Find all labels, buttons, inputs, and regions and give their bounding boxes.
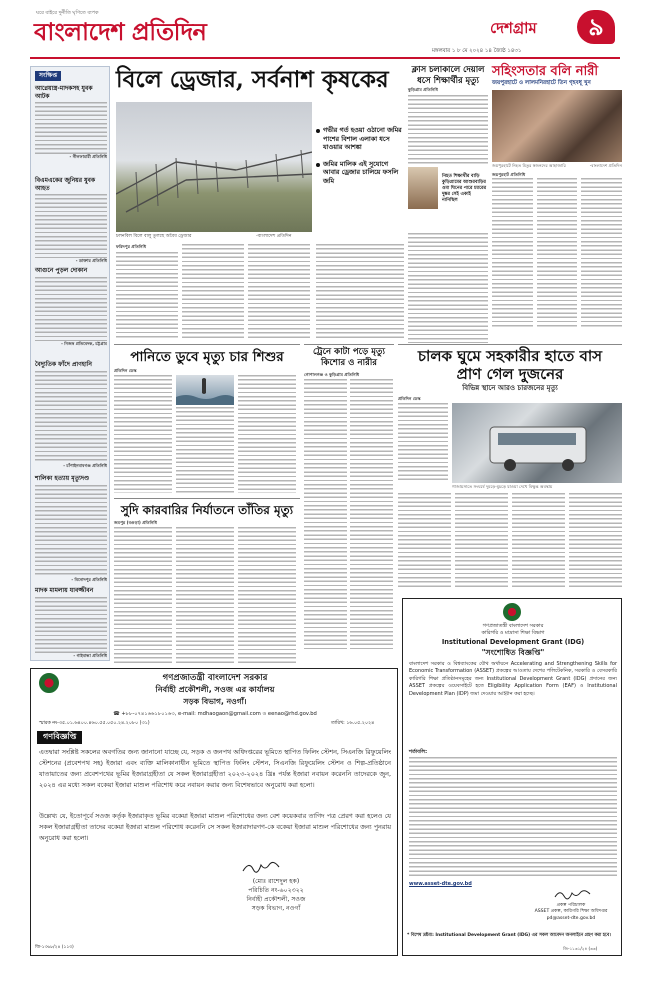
brief-body xyxy=(35,102,107,154)
story2-pullquote: নিহত শিক্ষার্থীর বাড়ি কুড়িগ্রামের আশুরবাড়ির ওমা ঘিনের পারে চ্যারের দুষ্কর সেই একাই নানিছিল xyxy=(442,174,487,203)
brief-title: আগ্নেয়াস্ত্র-মাদকসহ যুবক আটক xyxy=(35,85,93,100)
brief-byline: - গাইবান্ধা প্রতিনিধি xyxy=(73,652,107,658)
notice-memo: স্মারক নং-৩৫.০১.৬৪০০.৪৬০.৫৫.০৫০.২৪.২০৮০ (৩১) xyxy=(39,721,150,726)
drowning-illustration xyxy=(176,375,234,405)
story7-col-2 xyxy=(176,527,234,663)
idg-project: Institutional Development Grant (IDG) xyxy=(441,638,585,646)
lead-story xyxy=(114,64,404,340)
story3-caption-row xyxy=(492,163,622,169)
story5-byline: গোপালগঞ্জ ও কুড়িগ্রাম প্রতিনিধি xyxy=(304,371,360,377)
signature-illustration xyxy=(241,859,281,878)
story6-col-4 xyxy=(512,493,565,589)
crashed-bus-illustration xyxy=(452,403,622,483)
idg-conditions-label: শর্তাবলি: xyxy=(409,749,428,755)
idg-gov: গণপ্রজাতন্ত্রী বাংলাদেশ সরকার xyxy=(482,623,544,629)
brief-byline: - বিনোদপুর প্রতিনিধি xyxy=(71,576,107,582)
dredger-pipes-illustration xyxy=(116,102,312,232)
story4-columns xyxy=(114,375,300,493)
brief-title: বিএমএকের জুনিয়র যুবক আহত xyxy=(35,177,96,192)
story7-byline: জমপুর (বগুড়া) প্রতিনিধি xyxy=(114,520,157,525)
story3-photo-credit: -বাংলাদেশ প্রতিদিন xyxy=(589,163,622,168)
story3-col-3 xyxy=(581,178,622,328)
story6-col-1 xyxy=(398,403,448,483)
story2-body xyxy=(408,95,488,165)
lead-headline: বিলে ড্রেজার, সর্বনাশ কৃষকের xyxy=(116,66,389,93)
lead-body-col-3 xyxy=(248,244,310,338)
story4-col-3 xyxy=(238,375,296,493)
section-label: দেশগ্রাম xyxy=(490,19,537,37)
story6-byline: প্রতিদিন ডেস্ক xyxy=(398,396,421,401)
brief-body xyxy=(35,597,107,653)
story4-col-1 xyxy=(114,375,172,493)
story5-headline: ট্রেনে কাটা পড়ে মৃত্যু কিশোর ও নারীর xyxy=(313,347,385,368)
story7-col-3 xyxy=(238,527,296,663)
story6-headline-2: প্রাণ গেল দুজনের xyxy=(456,365,564,383)
idg-body: বাংলাদেশ সরকার ও বিশ্বব্যাংকের যৌথ অর্থায়নে Accelerating and Strengthening Skills for Economic Transformation (ASSET) প্রকল্পের আওতায় দেশের পলিটেকনিক, সরকারি ও বেসরকারি কারিগরি শিক্ষা প্রতিষ্ঠানসমূহের জন্য Institutional Development Grant (IDG) প্রদানের জন্য ASSET প্রকল্পের ওয়েবসাইটে হতে Eligibility Application Form (EAF) ও Institutional Development Plan (IDP) জমা দেওয়ার আহ্বান করা হচ্ছে। xyxy=(409,661,617,697)
page-number: ৯ xyxy=(588,13,604,41)
story-train xyxy=(304,344,394,664)
story3-byline: জয়পুরহাট প্রতিনিধি xyxy=(492,171,526,177)
brief-body xyxy=(35,277,107,341)
brief-item xyxy=(35,475,107,582)
brief-item xyxy=(35,361,107,468)
story-weaver xyxy=(114,498,300,664)
story4-headline: পানিতে ডুবে মৃত্যু চার শিশুর xyxy=(130,349,284,365)
brief-body xyxy=(35,194,107,258)
lead-photo-caption: চলনবিল বিলে বালু তুলছে অবৈধ ড্রেজার xyxy=(116,234,192,239)
brand-tagline: ঘরে বাইরে দুর্নীতি ঘৃণিতে ব্যপক xyxy=(36,10,99,16)
idg-sign-name: প্রকল্প পরিচালক xyxy=(556,903,586,908)
idg-conditions-list xyxy=(409,757,617,877)
story3-col-2 xyxy=(537,178,578,328)
notice-footer-code: জি-১৩৬৮/২৪ (১১৩) xyxy=(35,945,74,950)
lead-body-col-4 xyxy=(316,244,404,338)
brief-body xyxy=(35,371,107,463)
story6-photo-caption: গাজায়সাতে সংঘর্ষে দুমড়ে-মুচড়ে যাওয়া দেখে বিক্ষুব্ধ অবস্থায় xyxy=(452,483,553,489)
notice-gov-name: গণপ্রজাতন্ত্রী বাংলাদেশ সরকার xyxy=(162,673,268,683)
brief-title: বৈদ্যুতিক ফাঁদে প্রাণহানি xyxy=(35,361,92,368)
story5-col-1 xyxy=(304,379,347,649)
idg-website-link[interactable]: www.asset-dte.gov.bd xyxy=(409,881,472,887)
lead-byline: ফরিদপুর প্রতিনিধি xyxy=(116,244,147,249)
highlight-bullet: গভীর গর্ত হওয়া ওঠানো জমির পাশের বিশাল এলাকা ধসে যাওয়ার আশঙ্কা xyxy=(316,126,404,152)
story6-row xyxy=(398,403,622,483)
story6-headline: চালক ঘুমে সহকারীর হাতে বাস xyxy=(417,347,603,365)
story2-body-2 xyxy=(408,233,488,343)
public-notice-ad xyxy=(30,668,398,956)
brief-item xyxy=(35,267,107,346)
newspaper-logo: বাংলাদেশ প্রতিদিন xyxy=(34,17,207,46)
story3-photo-caption: জয়পুরহাটে নিহত মিতুর স্বজনদের আহাজারি xyxy=(492,163,566,168)
notice-signer-block xyxy=(211,877,341,913)
story2-headline: ক্লাস চলাকালে দেয়াল ধসে শিক্ষার্থীর মৃত্যু xyxy=(411,64,485,85)
story2-byline: কুড়িগ্রাম প্রতিনিধি xyxy=(408,87,438,92)
news-brief-sidebar xyxy=(30,66,110,661)
story6-columns xyxy=(398,493,622,589)
story2-photo xyxy=(408,167,438,209)
notice-date: তারিখ: ১৬.০৫.২০২৪ xyxy=(331,721,375,726)
story3-headline: সহিংসতার বলি নারী xyxy=(492,64,599,79)
notice-title: গণবিজ্ঞপ্তি xyxy=(37,731,82,744)
notice-para-2: উল্লেখ্য যে, ইতোপূর্বে সওজ কর্তৃক ইজারাকৃত ভূমির বকেয়া ইজারা মাশুল পরিশোধের জন্য বেশ কয়েকবার তাগিদ পত্র প্রেরণ করা হলেও যে সকল ইজারাগ্রহীতা তাদের বকেয়া ইজারা মাশুল পরিশোধ করেননি সে সকল ইজারাদারগণ-কে বকেয়া ইজারা মাশুল পরিশোধের জন্য পুনরায় অনুরোধ করা হলো। xyxy=(39,812,391,842)
lead-photo xyxy=(116,102,312,232)
story6-col-3 xyxy=(455,493,508,589)
notice-division: সড়ক বিভাগ, নওগাঁ। xyxy=(183,697,247,706)
masthead-rule xyxy=(30,57,620,59)
notice-signer-id: পরিচিতি নং-৬০২৩২২ xyxy=(248,887,304,894)
lead-highlights xyxy=(316,104,404,232)
highlight-bullet: জমির মালিক এই সুযোগে আবার ড্রেজার চালিয়ে ফসলি জমি xyxy=(316,160,404,186)
brief-item xyxy=(35,587,107,658)
story3-columns xyxy=(492,178,622,328)
brief-byline: - ডাক্তার প্রতিনিধি xyxy=(75,258,107,263)
signature-icon xyxy=(553,887,593,901)
story6-col-5 xyxy=(569,493,622,589)
story-wall-collapse xyxy=(408,64,488,340)
idg-ministry: কারিগরি ও মাদ্রাসা শিক্ষা বিভাগ xyxy=(481,630,545,636)
story6-col-2 xyxy=(398,493,451,589)
story4-byline: প্রতিদিন ডেস্ক xyxy=(114,368,137,373)
story7-columns xyxy=(114,527,300,663)
story7-col-1 xyxy=(114,527,172,663)
idg-footer: * বিশেষ দ্রষ্টব্য: Institutional Development Grant (IDG) এর সকল আবেদন অনলাইনে গ্রহণ করা হবে। xyxy=(407,933,611,938)
story6-photo xyxy=(452,403,622,483)
signature-mark xyxy=(241,859,281,875)
lead-body-col-1 xyxy=(116,252,178,338)
story3-photo xyxy=(492,90,622,162)
brief-body xyxy=(35,485,107,577)
idg-footer-code: জি-১১৩১/২৪ (৩৩) xyxy=(563,946,598,951)
notice-para-1: এতদ্বারা সংশ্লিষ্ট সকলের অবগতির জন্য জানানো যাচ্ছে যে, সড়ক ও জনপথ অধিদপ্তরের ভূমিতে স্থাপিত ফিলিং স্টেশন, সিএনজি রিফুয়েলিং স্টেশনের (প্রবেশপথ সহ) ইজারা এবং ব্যক্তি মালিকানাধীন ভূমিতে স্থাপিত ফিলিং স্টেশন, সিএনজি রিফুয়েলিং স্টেশন ও শিল্প-প্রতিষ্ঠানে যাতায়াতের জন্য প্রবেশপথের ভূমির ইজারাগ্রহীতা যে সকল ইজারাগ্রহীতা ২০২৩-২০২৪ খ্রিঃ পর্যন্ত ইজারা নবায়ন করেননি তাদেরকে জুন, ২০২৪ এর মধ্যে সকল বকেয়া ইজারা মাশুল পরিশোধ করে নবায়ন করার জন্য বিশেষভাবে অনুরোধ করা হলো। xyxy=(39,748,391,789)
story3-col-1 xyxy=(492,178,533,328)
idg-title: "সংশোধিত বিজ্ঞপ্তি" xyxy=(481,648,545,657)
idg-sign-block xyxy=(523,903,619,922)
brief-item xyxy=(35,177,107,264)
idg-sign-org: ASSET প্রকল্প, কারিগরি শিক্ষা অধিদপ্তর xyxy=(534,909,608,915)
story-drowning xyxy=(114,344,300,494)
notice-signer-office: সড়ক বিভাগ, নওগাঁ xyxy=(251,905,301,912)
brief-byline: - নীলফামারী প্রতিনিধি xyxy=(69,154,107,159)
date-line: মঙ্গলবার ১ ৮ মে ২০২৪ ১৪ জ্যৈষ্ঠ ১৪৩১ xyxy=(432,48,522,54)
bullet-dot-icon xyxy=(316,129,320,133)
story4-col-2-wrap xyxy=(176,375,234,493)
story7-headline: সুদি কারবারির নির্যাতনে তাঁতির মৃত্যু xyxy=(120,503,294,517)
brief-title: মাদক মামলায় যাবজ্জীবন xyxy=(35,587,94,594)
brief-byline: - চাঁপাইনবাবগঞ্জ প্রতিনিধি xyxy=(63,462,107,468)
notice-signer-title: নির্বাহী প্রকৌশলী, সওজ xyxy=(246,896,306,903)
idg-emblem-icon xyxy=(503,603,521,621)
idg-email: pd@asset-dte.gov.bd xyxy=(546,915,596,921)
story4-col-2 xyxy=(176,407,234,493)
hand-in-water-icon xyxy=(176,375,234,405)
story5-columns xyxy=(304,379,394,649)
masthead xyxy=(0,0,650,62)
notice-contact: ☎ +৮৮-০৭৪১৬৬১৮০১৬৩, e-mail: mdhaogaon@gmail.com ও eenao@rhd.gov.bd xyxy=(113,711,317,717)
brief-byline: - নিজস্ব প্রতিবেদক, চট্টগ্রাম xyxy=(61,340,107,346)
brief-title: আগুনে পুড়ল দোকান xyxy=(35,267,88,274)
bullet-dot-icon xyxy=(316,163,320,167)
lead-photo-credit: -বাংলাদেশ প্রতিদিন xyxy=(256,234,292,239)
story-violence-women xyxy=(492,64,622,340)
story6-subhead: বিভিন্ন স্থানে আরও চারজনের মৃত্যু xyxy=(462,384,558,392)
idg-signature-mark xyxy=(553,887,593,904)
idg-notice-ad xyxy=(402,598,622,956)
story5-col-2 xyxy=(350,379,393,649)
notice-signer: (মোঃ রাশেদুল হক) xyxy=(252,878,300,885)
story-bus xyxy=(398,344,622,594)
brief-section-label: সংক্ষিপ্ত xyxy=(35,71,61,81)
story3-subhead: জয়পুরহাটে ও লালমনিরহাটে তিন গৃহবধূ খুন xyxy=(492,80,591,86)
brief-title: শালিকা হত্যায় মৃত্যুদণ্ড xyxy=(35,475,90,482)
lead-body-col-2 xyxy=(182,244,244,338)
brief-item xyxy=(35,85,107,160)
notice-office: নির্বাহী প্রকৌশলী, সওজ এর কার্যালয় xyxy=(155,685,275,694)
